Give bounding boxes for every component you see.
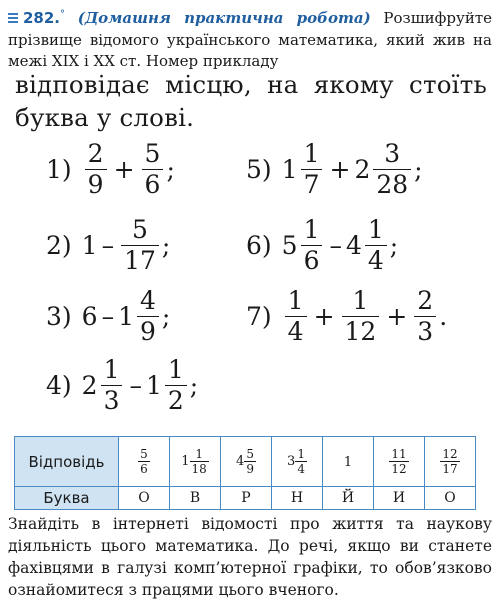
- answers-row-header: Відповідь: [15, 437, 119, 487]
- fraction: $\frac{5}{17}$: [121, 215, 159, 276]
- exercise-label: 5): [246, 154, 272, 184]
- terminator: ;: [166, 154, 175, 184]
- letters-row-header: Буква: [15, 487, 119, 510]
- answer-cell: 4 $\frac{5}{9}$: [221, 437, 272, 487]
- exercise-label: 6): [246, 230, 272, 260]
- letter-cell: И: [374, 487, 425, 510]
- whole-part: 2: [354, 154, 371, 184]
- exercise-4: [46, 350, 198, 420]
- operator: +: [113, 154, 135, 184]
- fraction: $\frac{1}{6}$: [301, 215, 323, 276]
- fraction: $\frac{3}{28}$: [373, 139, 411, 200]
- fraction: $\frac{1}{3}$: [101, 355, 123, 416]
- exercise-label: 2): [46, 230, 72, 260]
- whole-part: 4: [345, 230, 362, 260]
- letter-cell: Н: [272, 487, 323, 510]
- answer-cell: 1 $\frac{1}{18}$: [170, 437, 221, 487]
- fraction: $\frac{2}{3}$: [414, 286, 436, 347]
- exercise-label: 4): [46, 370, 72, 400]
- operator: –: [129, 370, 142, 400]
- difficulty-degree: °: [60, 9, 66, 20]
- answer-cell: $\frac{11}{12}$: [374, 437, 425, 487]
- letter-cell: О: [425, 487, 476, 510]
- fraction: $\frac{1}{2}$: [165, 355, 187, 416]
- letter-cell: Й: [323, 487, 374, 510]
- fraction: $\frac{1}{4}$: [365, 215, 387, 276]
- whole-part: 1: [145, 370, 162, 400]
- fraction: $\frac{1}{7}$: [301, 139, 323, 200]
- whole-part: 1: [118, 301, 134, 331]
- operator: +: [329, 154, 351, 184]
- terminator: ;: [189, 370, 199, 400]
- follow-up-text: Знайдіть в інтернеті відомості про життя та наукову діяльність цього математика. До речі, якщо ви станете фахівцями в галузі комп’ютерної графіки, то обов’язково ознайомитеся з працями цього вченого.: [8, 515, 492, 599]
- terminator: .: [439, 301, 448, 331]
- letter-cell: О: [119, 487, 170, 510]
- whole-number: 1: [81, 230, 98, 260]
- exercise-marker-icon: [8, 13, 18, 24]
- exercise-number: 282.: [23, 9, 61, 27]
- exercise-title: (Домашня практична робота): [77, 9, 371, 27]
- exercise-label: 1): [46, 154, 72, 184]
- terminator: ;: [161, 230, 171, 260]
- answer-cell: $\frac{12}{17}$: [425, 437, 476, 487]
- exercise-intro: [8, 4, 492, 73]
- fraction: $\frac{1}{12}$: [342, 286, 380, 347]
- operator: –: [101, 301, 115, 331]
- exercise-label: 3): [46, 301, 72, 331]
- answers-row: [15, 437, 476, 487]
- fraction: $\frac{5}{6}$: [142, 139, 164, 200]
- exercise-2: [46, 210, 170, 280]
- terminator: ;: [414, 154, 423, 184]
- operator: –: [101, 230, 115, 260]
- whole-number: 6: [81, 301, 98, 331]
- exercise-label: 7): [246, 301, 272, 331]
- exercise-text-large: відповідає місцю, на якому стоїть буква у слові.: [15, 70, 487, 132]
- fraction: $\frac{1}{4}$: [285, 286, 307, 347]
- exercise-1: [46, 134, 175, 204]
- exercise-text: Розшифруйте прізвище відомого українського математика, який жив на межі XIX і XX ст. Номер прикладу: [8, 9, 492, 70]
- exercise-5: [246, 134, 423, 204]
- whole-part: 5: [281, 230, 298, 260]
- exercise-7: [246, 281, 447, 351]
- operator: +: [386, 301, 408, 331]
- terminator: ;: [161, 301, 171, 331]
- whole-part: 1: [281, 154, 298, 184]
- answer-table: [14, 436, 476, 510]
- terminator: ;: [389, 230, 399, 260]
- letters-row: [15, 487, 476, 510]
- exercise-3: [46, 281, 170, 351]
- letter-cell: Р: [221, 487, 272, 510]
- fraction: $\frac{2}{9}$: [85, 139, 107, 200]
- answer-cell: $\frac{5}{6}$: [119, 437, 170, 487]
- answer-cell: 1: [323, 437, 374, 487]
- fraction: $\frac{4}{9}$: [137, 286, 159, 347]
- answer-cell: 3 $\frac{1}{4}$: [272, 437, 323, 487]
- whole-part: 2: [81, 370, 98, 400]
- operator: –: [329, 230, 342, 260]
- exercise-6: [246, 210, 398, 280]
- letter-cell: В: [170, 487, 221, 510]
- operator: +: [313, 301, 335, 331]
